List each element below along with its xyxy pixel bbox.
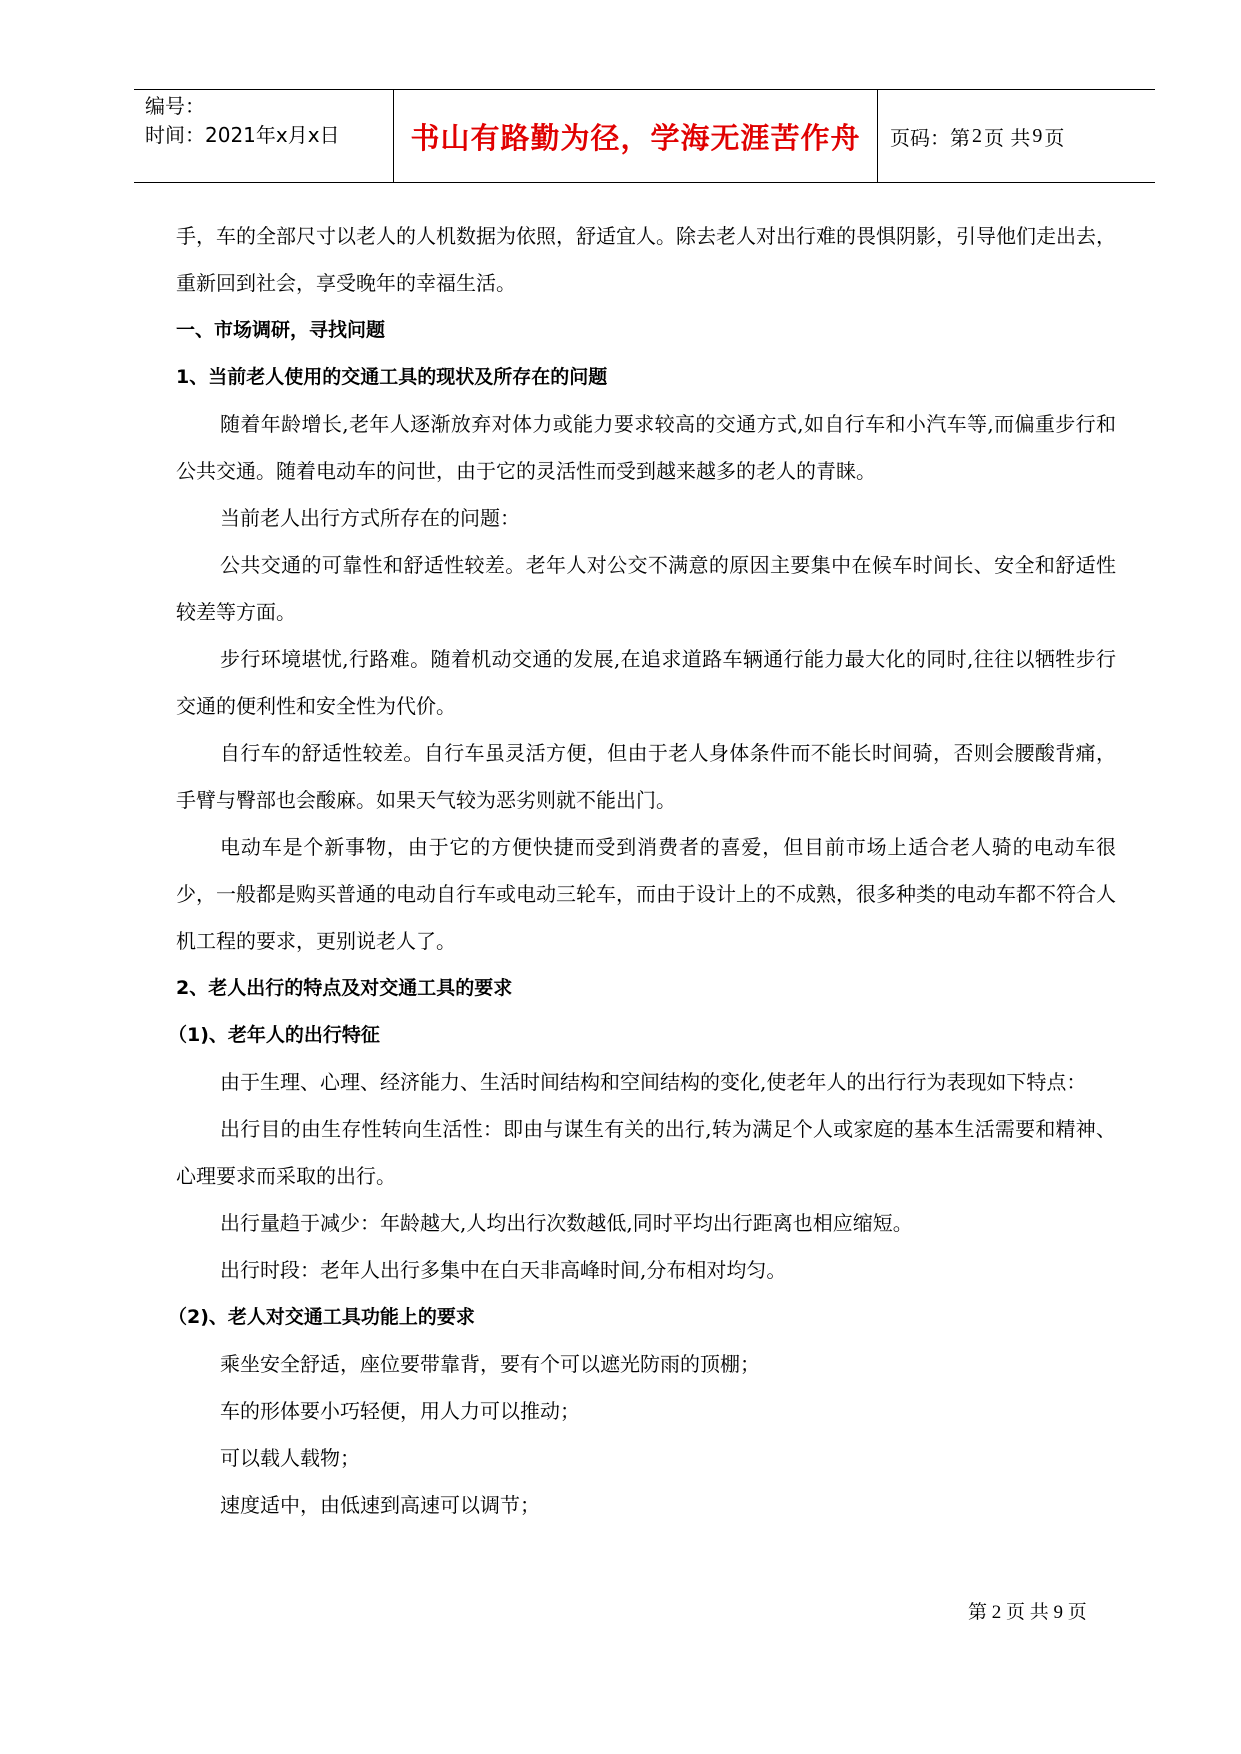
page-prefix: 页码：第 [890, 125, 970, 150]
paragraph: 速度适中，由低速到高速可以调节； [220, 1493, 540, 1517]
document-body [168, 213, 1116, 1529]
header-page-number [878, 90, 1155, 182]
page-header [134, 89, 1155, 183]
paragraph: 由于生理、心理、经济能力、生活时间结构和空间结构的变化,使老年人的出行行为表现如下特点： [220, 1070, 1087, 1094]
footer-total: 9 [1053, 1602, 1064, 1623]
number-label: 编号： [145, 94, 205, 118]
paragraph: 公共交通的可靠性和舒适性较差。老年人对公交不满意的原因主要集中在候车时间长、安全和舒适性较差等方面。 [176, 553, 1116, 624]
page-footer [968, 1597, 1087, 1624]
paragraph: 出行量趋于减少：年龄越大,人均出行次数越低,同时平均出行距离也相应缩短。 [220, 1211, 913, 1235]
paragraph: 随着年龄增长,老年人逐渐放弃对体力或能力要求较高的交通方式,如自行车和小汽车等,而偏重步行和公共交通。随着电动车的问世，由于它的灵活性而受到越来越多的老人的青睐。 [176, 412, 1116, 483]
subsection-heading: 2、老人出行的特点及对交通工具的要求 [176, 977, 513, 999]
footer-suffix: 页 [1067, 1602, 1087, 1623]
paragraph: 车的形体要小巧轻便，用人力可以推动； [220, 1399, 580, 1423]
paragraph: 乘坐安全舒适，座位要带靠背，要有个可以遮光防雨的顶棚； [220, 1352, 760, 1376]
footer-mid: 页 共 [1006, 1602, 1049, 1623]
footer-current: 2 [991, 1602, 1002, 1623]
paragraph: 步行环境堪忧,行路难。随着机动交通的发展,在追求道路车辆通行能力最大化的同时,往往以牺牲步行交通的便利性和安全性为代价。 [176, 647, 1116, 718]
paragraph: 出行目的由生存性转向生活性：即由与谋生有关的出行,转为满足个人或家庭的基本生活需要和精神、心理要求而采取的出行。 [176, 1117, 1116, 1188]
page-suffix: 页 [1044, 125, 1065, 150]
paragraph: 电动车是个新事物，由于它的方便快捷而受到消费者的喜爱，但目前市场上适合老人骑的电动车很少，一般都是购买普通的电动自行车或电动三轮车，而由于设计上的不成熟，很多种类的电动车都不符合人机工程的要求，更别说老人了。 [176, 835, 1116, 953]
paragraph: 出行时段：老年人出行多集中在白天非高峰时间,分布相对均匀。 [220, 1258, 787, 1282]
section-heading: 一、市场调研，寻找问题 [176, 319, 386, 341]
page-current: 2 [972, 124, 982, 147]
sub-subsection-heading: （2)、老人对交通工具功能上的要求 [168, 1306, 475, 1328]
paragraph: 可以载人载物； [220, 1446, 360, 1470]
paragraph: 手，车的全部尺寸以老人的人机数据为依照，舒适宜人。除去老人对出行难的畏惧阴影，引导他们走出去，重新回到社会，享受晚年的幸福生活。 [176, 224, 1116, 295]
time-label: 时间：2021年x月x日 [145, 123, 340, 147]
sub-subsection-heading: （1)、老年人的出行特征 [168, 1024, 380, 1046]
motto: 书山有路勤为径，学海无涯苦作舟 [394, 90, 878, 182]
page-total: 9 [1032, 124, 1043, 147]
page-mid: 页 共 [984, 125, 1031, 150]
footer-prefix: 第 [968, 1602, 988, 1623]
paragraph: 自行车的舒适性较差。自行车虽灵活方便，但由于老人身体条件而不能长时间骑，否则会腰酸背痛，手臂与臀部也会酸麻。如果天气较为恶劣则就不能出门。 [176, 741, 1116, 812]
header-meta [134, 90, 394, 182]
paragraph: 当前老人出行方式所存在的问题： [220, 506, 520, 530]
subsection-heading: 1、当前老人使用的交通工具的现状及所存在的问题 [176, 366, 608, 388]
